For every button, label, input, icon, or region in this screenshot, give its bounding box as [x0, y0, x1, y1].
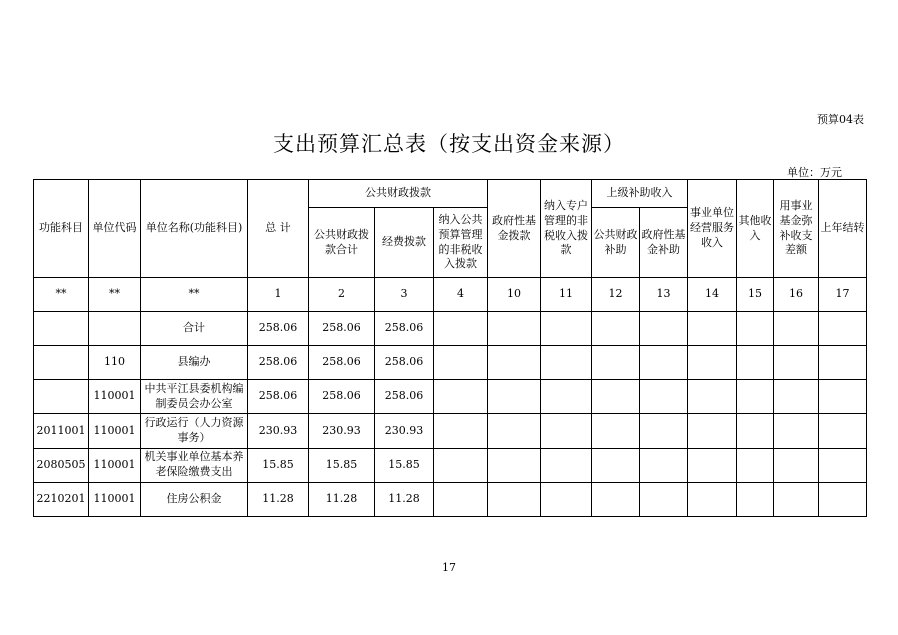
cell-func-subject — [34, 312, 89, 346]
table-row — [34, 482, 867, 516]
cell-public-finance-sum: 11.28 — [309, 482, 375, 516]
header-operating: 经费拨款 — [375, 208, 434, 278]
index-cell: 11 — [541, 278, 592, 312]
index-cell: 14 — [688, 278, 737, 312]
header-other-income: 其他收入 — [737, 180, 774, 278]
cell-business-income — [688, 448, 737, 482]
cell-gf-subsidy — [640, 448, 688, 482]
cell-carryover — [819, 414, 867, 448]
header-fund-offset: 用事业基金弥补收支差额 — [774, 180, 819, 278]
table-row — [34, 312, 867, 346]
cell-carryover — [819, 482, 867, 516]
header-nontax: 纳入公共预算管理的非税收入拨款 — [434, 208, 488, 278]
form-number: 预算04表 — [817, 113, 864, 126]
cell-other-income — [737, 312, 774, 346]
index-cell: 12 — [592, 278, 640, 312]
cell-unit-code: 110001 — [89, 380, 141, 414]
cell-gf-subsidy — [640, 312, 688, 346]
cell-nontax — [434, 482, 488, 516]
cell-total: 11.28 — [248, 482, 309, 516]
index-cell: 10 — [488, 278, 541, 312]
cell-fund-offset — [774, 414, 819, 448]
cell-public-finance-sum: 258.06 — [309, 380, 375, 414]
cell-total: 15.85 — [248, 448, 309, 482]
index-cell: ** — [141, 278, 248, 312]
cell-total: 230.93 — [248, 414, 309, 448]
cell-func-subject: 2080505 — [34, 448, 89, 482]
cell-pf-subsidy — [592, 482, 640, 516]
header-total: 总 计 — [248, 180, 309, 278]
cell-gf-subsidy — [640, 380, 688, 414]
cell-operating: 230.93 — [375, 414, 434, 448]
header-carryover: 上年结转 — [819, 180, 867, 278]
cell-gf-subsidy — [640, 346, 688, 380]
cell-func-subject — [34, 380, 89, 414]
cell-business-income — [688, 380, 737, 414]
cell-operating: 258.06 — [375, 380, 434, 414]
cell-nontax — [434, 380, 488, 414]
cell-operating: 11.28 — [375, 482, 434, 516]
cell-total: 258.06 — [248, 346, 309, 380]
index-cell: 16 — [774, 278, 819, 312]
page-number: 17 — [442, 561, 456, 574]
cell-total: 258.06 — [248, 312, 309, 346]
index-row — [34, 278, 867, 312]
cell-special-nontax — [541, 448, 592, 482]
cell-nontax — [434, 312, 488, 346]
cell-unit-name: 机关事业单位基本养老保险缴费支出 — [141, 448, 248, 482]
cell-unit-code: 110001 — [89, 482, 141, 516]
cell-fund-offset — [774, 346, 819, 380]
cell-unit-code: 110 — [89, 346, 141, 380]
cell-unit-name: 中共平江县委机构编制委员会办公室 — [141, 380, 248, 414]
cell-nontax — [434, 414, 488, 448]
cell-operating: 258.06 — [375, 346, 434, 380]
header-public-finance-sum: 公共财政拨款合计 — [309, 208, 375, 278]
cell-unit-name: 合计 — [141, 312, 248, 346]
header-unit-code: 单位代码 — [89, 180, 141, 278]
table-row — [34, 448, 867, 482]
header-pf-subsidy: 公共财政补助 — [592, 208, 640, 278]
cell-other-income — [737, 414, 774, 448]
header-public-finance: 公共财政拨款 — [309, 180, 488, 208]
cell-operating: 15.85 — [375, 448, 434, 482]
cell-special-nontax — [541, 312, 592, 346]
cell-pf-subsidy — [592, 414, 640, 448]
cell-pf-subsidy — [592, 312, 640, 346]
cell-unit-code: 110001 — [89, 448, 141, 482]
cell-public-finance-sum: 15.85 — [309, 448, 375, 482]
header-business-income: 事业单位经营服务收入 — [688, 180, 737, 278]
index-cell: 4 — [434, 278, 488, 312]
cell-pf-subsidy — [592, 346, 640, 380]
header-row-1 — [34, 180, 867, 208]
cell-gov-fund — [488, 346, 541, 380]
index-cell: 3 — [375, 278, 434, 312]
index-cell: ** — [89, 278, 141, 312]
cell-func-subject — [34, 346, 89, 380]
cell-business-income — [688, 312, 737, 346]
unit-label: 单位：万元 — [787, 166, 842, 179]
index-cell: 17 — [819, 278, 867, 312]
header-gov-fund: 政府性基金拨款 — [488, 180, 541, 278]
header-func-subject: 功能科目 — [34, 180, 89, 278]
cell-other-income — [737, 482, 774, 516]
cell-public-finance-sum: 258.06 — [309, 346, 375, 380]
header-special-nontax: 纳入专户管理的非税收入拨款 — [541, 180, 592, 278]
cell-gov-fund — [488, 414, 541, 448]
cell-gf-subsidy — [640, 414, 688, 448]
cell-fund-offset — [774, 312, 819, 346]
header-gf-subsidy: 政府性基金补助 — [640, 208, 688, 278]
cell-func-subject: 2210201 — [34, 482, 89, 516]
cell-fund-offset — [774, 380, 819, 414]
cell-business-income — [688, 482, 737, 516]
header-higher-subsidy: 上级补助收入 — [592, 180, 688, 208]
index-cell: 13 — [640, 278, 688, 312]
index-cell: ** — [34, 278, 89, 312]
table-row — [34, 414, 867, 448]
cell-other-income — [737, 346, 774, 380]
cell-carryover — [819, 380, 867, 414]
cell-unit-name: 住房公积金 — [141, 482, 248, 516]
cell-carryover — [819, 312, 867, 346]
cell-gov-fund — [488, 380, 541, 414]
cell-special-nontax — [541, 414, 592, 448]
cell-func-subject: 2011001 — [34, 414, 89, 448]
cell-gov-fund — [488, 448, 541, 482]
page-title: 支出预算汇总表（按支出资金来源） — [273, 132, 625, 156]
budget-table — [33, 179, 867, 517]
cell-unit-name: 县编办 — [141, 346, 248, 380]
table-row — [34, 380, 867, 414]
header-unit-name: 单位名称(功能科目) — [141, 180, 248, 278]
index-cell: 15 — [737, 278, 774, 312]
cell-pf-subsidy — [592, 380, 640, 414]
cell-pf-subsidy — [592, 448, 640, 482]
cell-unit-code — [89, 312, 141, 346]
cell-special-nontax — [541, 380, 592, 414]
cell-public-finance-sum: 230.93 — [309, 414, 375, 448]
cell-special-nontax — [541, 482, 592, 516]
cell-carryover — [819, 448, 867, 482]
cell-operating: 258.06 — [375, 312, 434, 346]
cell-carryover — [819, 346, 867, 380]
cell-nontax — [434, 448, 488, 482]
cell-business-income — [688, 346, 737, 380]
cell-gov-fund — [488, 482, 541, 516]
cell-unit-code: 110001 — [89, 414, 141, 448]
table-row — [34, 346, 867, 380]
cell-gf-subsidy — [640, 482, 688, 516]
index-cell: 2 — [309, 278, 375, 312]
cell-unit-name: 行政运行（人力资源事务） — [141, 414, 248, 448]
cell-fund-offset — [774, 448, 819, 482]
cell-public-finance-sum: 258.06 — [309, 312, 375, 346]
cell-business-income — [688, 414, 737, 448]
cell-fund-offset — [774, 482, 819, 516]
cell-gov-fund — [488, 312, 541, 346]
table-body — [34, 312, 867, 517]
cell-other-income — [737, 448, 774, 482]
cell-special-nontax — [541, 346, 592, 380]
cell-total: 258.06 — [248, 380, 309, 414]
cell-nontax — [434, 346, 488, 380]
cell-other-income — [737, 380, 774, 414]
index-cell: 1 — [248, 278, 309, 312]
